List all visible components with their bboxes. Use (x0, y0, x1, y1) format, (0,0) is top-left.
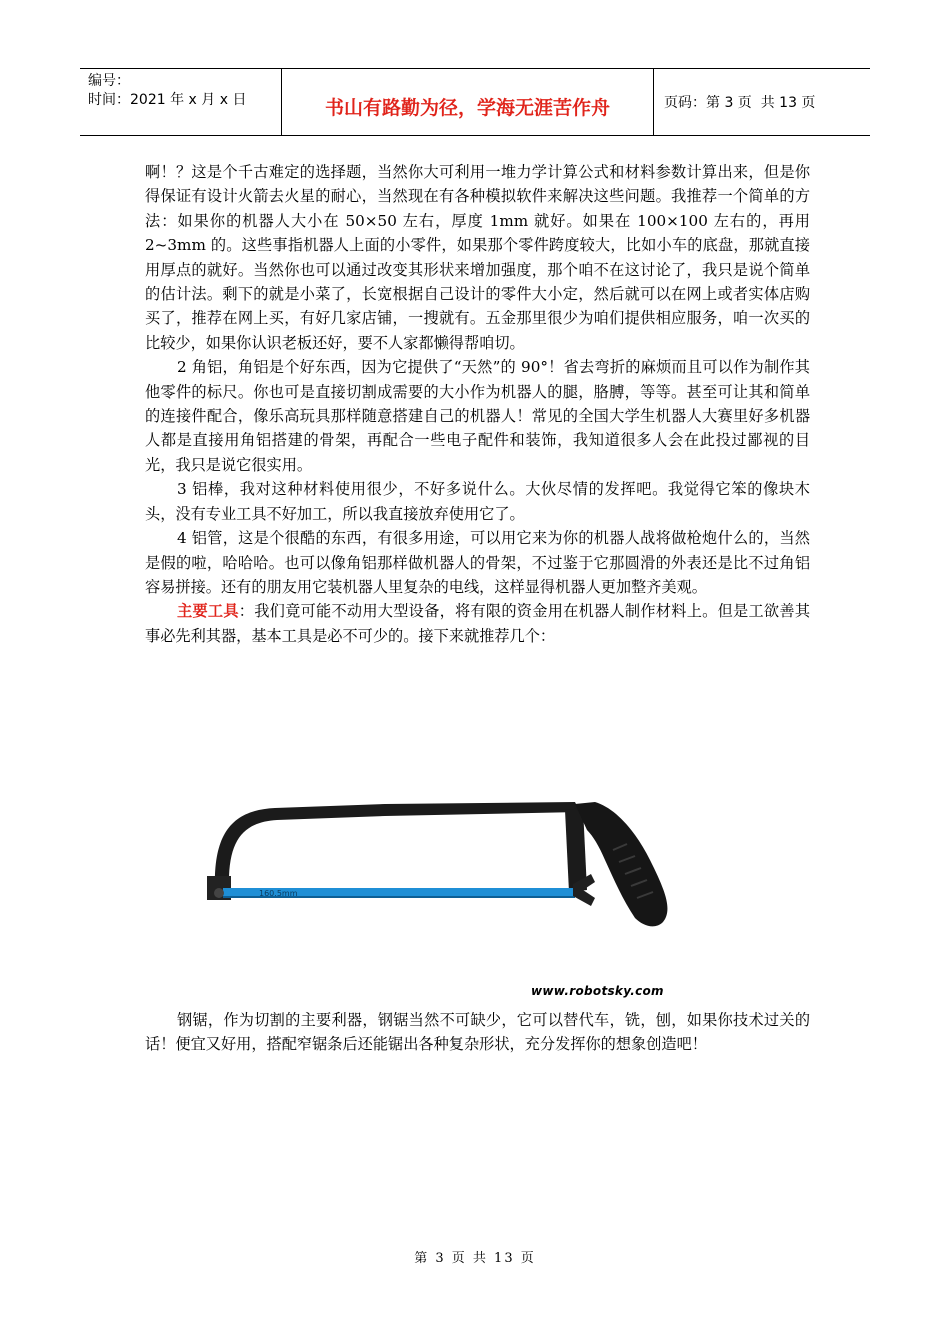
saw-handle (575, 802, 667, 926)
paragraph-main-tools (145, 599, 810, 648)
header-page-info (654, 69, 870, 135)
document-date: 时间：2021 年 x 月 x 日 (88, 92, 247, 108)
page-header (80, 68, 870, 136)
paragraph-1: 啊！？这是个千古难定的选择题，当然你大可利用一堆力学计算公式和材料参数计算出来，但是你得保证有设计火箭去火星的耐心，当然现在有各种模拟软件来解决这些问题。我推荐一个简单的方法：如果你的机器人大小在 50×50 左右，厚度 1mm 就好。如果在 100×100 左右的，再用 2~3mm 的。这些事指机器人上面的小零件，如果那个零件跨度较大，比如小车的底盘，那就直接用厚点的就好。当然你也可以通过改变其形状来增加强度，那个咱不在这讨论了，我只是说个简单的估计法。剩下的就是小菜了，长宽根据自己设计的零件大小定，然后就可以在网上或者实体店购买了，推荐在网上买，有好几家店铺，一搜就有。五金那里很少为咱们提供相应服务，咱一次买的比较少，如果你认识老板还好，要不人家都懒得帮咱切。 (145, 163, 810, 352)
header-motto: 书山有路勤为径，学海无涯苦作舟 (282, 69, 654, 135)
header-meta (80, 69, 282, 135)
saw-left-pin (214, 888, 224, 898)
document-number-label: 编号： (88, 73, 130, 89)
figure-caption: www.robotsky.com (531, 984, 664, 998)
blade-label: 160.5mm (259, 889, 298, 898)
header-page-info-text: 页码：第 3 页 共 13 页 (664, 95, 816, 111)
paragraph-hacksaw: 钢锯，作为切割的主要利器，钢锯当然不可缺少，它可以替代车，铣，刨，如果你技术过关的话！便宜又好用，搭配窄锯条后还能锯出各种复杂形状，充分发挥你的想象创造吧！ (145, 1011, 810, 1054)
paragraph-aluminum-tube: 4 铝管，这是个很酷的东西，有很多用途，可以用它来为你的机器人战将做枪炮什么的，当然是假的啦，哈哈哈。也可以像角铝那样做机器人的骨架，不过鉴于它那圆滑的外表还是比不过角铝容易拼接。还有的朋友用它装机器人里复杂的电线，这样显得机器人更加整齐美观。 (145, 529, 810, 596)
main-tools-heading: 主要工具 (177, 602, 239, 621)
saw-frame (215, 802, 580, 890)
main-tools-text: ：我们竟可能不动用大型设备，将有限的资金用在机器人制作材料上。但是工欲善其事必先利其器，基本工具是必不可少的。接下来就推荐几个： (145, 602, 810, 645)
paragraph-aluminum-rod: 3 铝棒，我对这种材料使用很少，不好多说什么。大伙尽情的发挥吧。我觉得它笨的像块木头，没有专业工具不好加工，所以我直接放弃使用它了。 (145, 480, 810, 523)
body-content (145, 160, 810, 648)
paragraph-angle-aluminum: 2 角铝，角铝是个好东西，因为它提供了“天然”的 90°！省去弯折的麻烦而且可以作为制作其他零件的标尺。你也可是直接切割成需要的大小作为机器人的腿，胳膊，等等。甚至可让其和简单的连接件配合，像乐高玩具那样随意搭建自己的机器人！常见的全国大学生机器人大赛里好多机器人都是直接用角铝搭建的骨架，再配合一些电子配件和装饰，我知道很多人会在此投过鄙视的目光，我只是说它很实用。 (145, 358, 810, 474)
page-footer: 第 3 页 共 13 页 (414, 1251, 536, 1266)
hacksaw-image (195, 790, 675, 1005)
saw-description (145, 1008, 810, 1057)
